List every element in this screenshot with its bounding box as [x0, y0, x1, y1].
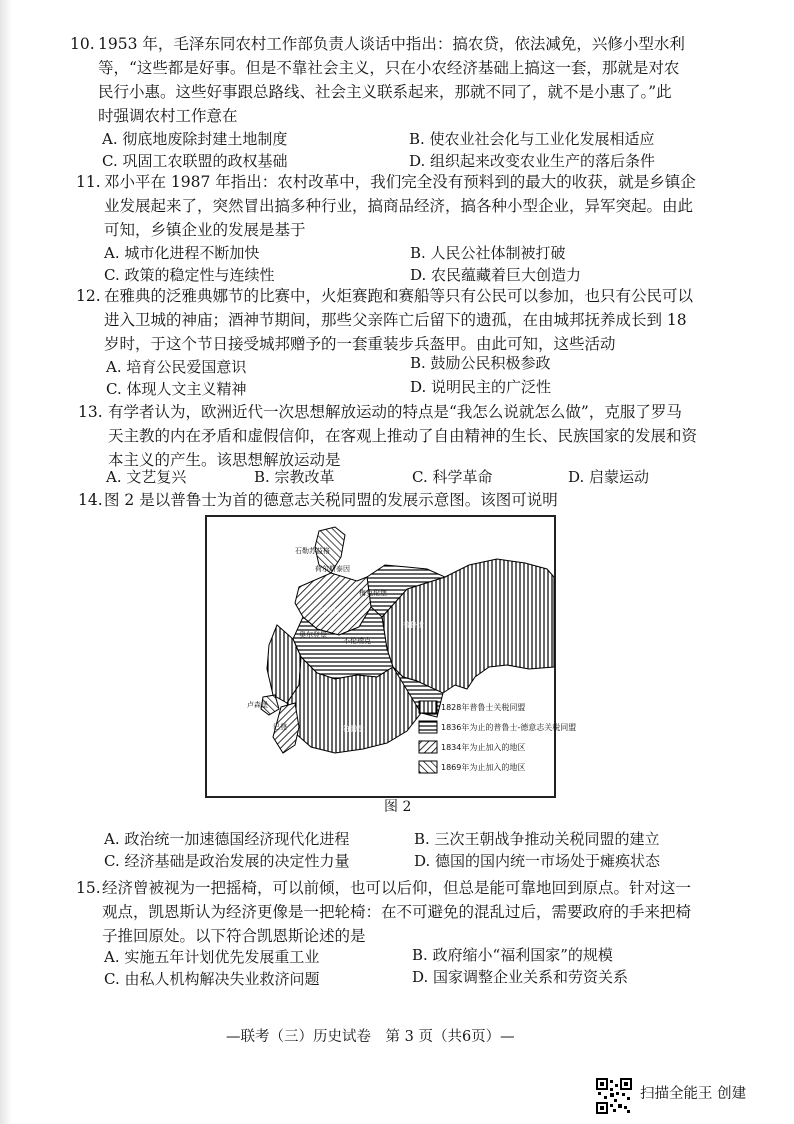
- question-text-line: 岁时，于这个节日接受城邦赠予的一套重装步兵盔甲。由此可知，这些活动: [104, 335, 616, 353]
- option-b: B. 三次王朝战争推动关税同盟的建立: [414, 830, 660, 848]
- map-label-prussia: 普鲁士: [403, 621, 424, 629]
- map-label-oldenburg: 奥尔登堡: [299, 631, 327, 639]
- legend-swatch-1828: [419, 701, 437, 713]
- question-text-line: 等，“这些都是好事。但是不靠社会主义，只在小农经济基础上搞这一套，那就是对农: [98, 59, 680, 77]
- map-legend: [419, 701, 576, 773]
- legend-swatch-1869: [419, 761, 437, 773]
- question-text-line: 可知，乡镇企业的发展是基于: [104, 221, 306, 239]
- option-d: D. 农民蕴藏着巨大创造力: [410, 266, 582, 284]
- legend-label-1834: 1834年为止加入的地区: [441, 743, 526, 752]
- legend-label-1869: 1869年为止加入的地区: [441, 763, 526, 772]
- option-c: C. 科学革命: [412, 468, 493, 486]
- question-text-line: 民行小惠。这些好事跟总路线、社会主义联系起来，那就不同了，就不是小惠了。”此: [98, 83, 672, 101]
- legend-swatch-1834: [419, 741, 437, 753]
- map-figure: [207, 517, 577, 796]
- question-text-line: 有学者认为，欧洲近代一次思想解放运动的特点是“我怎么说就怎么做”，克服了罗马: [108, 403, 682, 421]
- question-text-line: 本主义的产生。该思想解放运动是: [108, 451, 341, 469]
- option-b: B. 鼓励公民积极参政: [410, 354, 551, 372]
- question-text-line: 观点，凯恩斯认为经济更像是一把轮椅：在不可避免的混乱过后，需要政府的手来把椅: [102, 903, 692, 921]
- option-d: D. 德国的国内统一市场处于瘫痪状态: [414, 852, 661, 870]
- option-d: D. 说明民主的广泛性: [410, 378, 552, 396]
- figure-caption: 图 2: [384, 799, 412, 815]
- question-text-line: 进入卫城的神庙；酒神节期间，那些父亲阵亡后留下的遗孤，在由城邦抚养成长到 18: [104, 311, 687, 329]
- option-b: B. 政府缩小“福利国家”的规模: [412, 946, 613, 964]
- option-d: D. 组织起来改变农业生产的落后条件: [409, 152, 656, 170]
- question-text-line: 1953 年，毛泽东同农村工作部负责人谈话中指出：搞农贷，依法减免，兴修小型水利: [98, 35, 685, 53]
- map-label-baden: 巴登: [273, 723, 287, 731]
- question-text-line: 图 2 是以普鲁士为首的德意志关税同盟的发展示意图。该图可说明: [104, 491, 558, 509]
- question-text-line: 经济曾被视为一把摇椅，可以前倾，也可以后仰，但总是能可靠地回到原点。针对这一: [102, 879, 692, 897]
- question-number: 10.: [70, 35, 95, 53]
- option-a: A. 培育公民爱国意识: [106, 358, 247, 376]
- map-label-luxembourg: 卢森堡: [247, 701, 268, 709]
- customs-union-map: [205, 515, 577, 798]
- option-a: A. 政治统一加速德国经济现代化进程: [104, 830, 350, 848]
- question-number: 15.: [76, 879, 101, 897]
- question-number: 13.: [78, 403, 103, 421]
- question-text-line: 天主教的内在矛盾和虚假信仰，在客观上推动了自由精神的生长、民族国家的发展和资: [108, 427, 698, 445]
- question-number: 12.: [76, 287, 101, 305]
- scan-shadow-edge: [0, 0, 12, 1124]
- legend-swatch-1836: [419, 721, 437, 733]
- map-label-brunswick: 不伦瑞克: [343, 637, 371, 645]
- option-c: C. 体现人文主义精神: [106, 380, 247, 398]
- question-text-line: 邓小平在 1987 年指出：农村改革中，我们完全没有预料到的最大的收获，就是乡镇企: [104, 173, 696, 191]
- map-label-wurttemberg: 符腾堡: [343, 725, 364, 733]
- question-text-line: 在雅典的泛雅典娜节的比赛中，火炬赛跑和赛船等只有公民可以参加，也只有公民可以: [104, 287, 694, 305]
- option-c: C. 巩固工农联盟的政权基础: [102, 152, 288, 170]
- map-label-mecklenburg: 梅克伦堡: [359, 589, 387, 597]
- map-label-holstein: 荷尔斯泰因: [315, 565, 350, 573]
- map-label-schleswig: 石勒苏益格: [295, 547, 330, 555]
- option-d: D. 启蒙运动: [568, 468, 650, 486]
- question-text-line: 业发展起来了，突然冒出搞多种行业，搞商品经济，搞各种小型企业，异军突起。由此: [104, 197, 694, 215]
- option-b: B. 使农业社会化与工业化发展相适应: [409, 130, 655, 148]
- option-b: B. 人民公社体制被打破: [410, 244, 566, 262]
- option-a: A. 实施五年计划优先发展重工业: [104, 948, 320, 966]
- question-text-line: 子推回原处。以下符合凯恩斯论述的是: [102, 927, 366, 945]
- qr-code-icon: [596, 1078, 632, 1114]
- option-a: A. 文艺复兴: [106, 468, 187, 486]
- option-b: B. 宗教改革: [254, 468, 335, 486]
- option-a: A. 彻底地废除封建土地制度: [102, 130, 288, 148]
- legend-label-1828: 1828年普鲁士关税同盟: [441, 703, 526, 712]
- option-c: C. 经济基础是政治发展的决定性力量: [104, 852, 350, 870]
- legend-label-1836: 1836年为止的普鲁士-德意志关税同盟: [441, 723, 577, 732]
- option-c: C. 由私人机构解决失业救济问题: [104, 970, 320, 988]
- map-label-hanover: 汉诺威: [319, 607, 340, 615]
- option-c: C. 政策的稳定性与连续性: [104, 266, 275, 284]
- question-text-line: 时强调农村工作意在: [98, 107, 238, 125]
- question-number: 11.: [76, 173, 101, 191]
- option-a: A. 城市化进程不断加快: [104, 244, 260, 262]
- page-footer: —联考（三）历史试卷 第 3 页（共6页）—: [226, 1029, 515, 1045]
- scanner-watermark-text: 扫描全能王 创建: [640, 1086, 747, 1102]
- option-d: D. 国家调整企业关系和劳资关系: [412, 968, 629, 986]
- question-number: 14.: [78, 491, 103, 509]
